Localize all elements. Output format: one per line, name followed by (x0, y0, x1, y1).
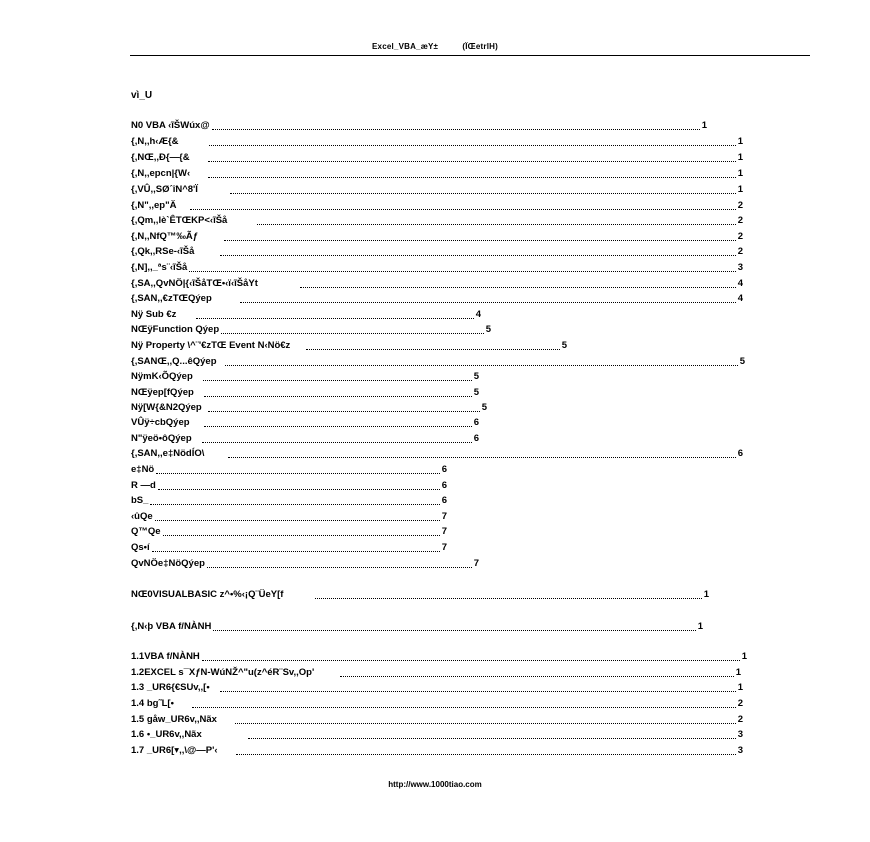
toc-entry-text: NŒÿep[fQýep (131, 387, 194, 398)
toc-entry-text: bS_ (131, 495, 149, 506)
toc-heading: vì_U (131, 90, 153, 101)
toc-leader (306, 348, 559, 350)
toc-entry[interactable] (131, 589, 709, 601)
toc-leader (155, 519, 440, 521)
toc-entry[interactable] (131, 136, 743, 148)
toc-entry-page: 5 (485, 324, 491, 335)
toc-entry-text: Nÿ Sub €z (131, 309, 177, 320)
toc-entry[interactable] (131, 526, 447, 538)
toc-entry-text: {,N,,h‹Æ{& (131, 136, 179, 147)
toc-entry[interactable] (131, 293, 743, 305)
toc-entry-text: {,NŒ,,Ð{—{& (131, 152, 190, 163)
toc-entry-text: 1.6 •_UR6v,,Nãx (131, 729, 202, 740)
toc-entry[interactable] (131, 745, 743, 757)
toc-leader (230, 192, 736, 194)
toc-entry[interactable] (131, 231, 743, 243)
toc-entry-text: 1.5 gåw_UR6v,,Nãx (131, 714, 217, 725)
toc-entry[interactable] (131, 729, 743, 741)
toc-entry-page: 7 (441, 511, 447, 522)
toc-entry-page: 2 (737, 714, 743, 725)
toc-leader (235, 722, 736, 724)
toc-leader (189, 270, 735, 272)
header-title: Excel_VBA_æY± (ÏŒetrlH) (372, 42, 498, 51)
toc-entry-page: 5 (473, 387, 479, 398)
toc-entry[interactable] (131, 495, 447, 507)
toc-entry-page: 7 (473, 558, 479, 569)
toc-entry[interactable] (131, 356, 745, 368)
toc-leader (221, 332, 484, 334)
toc-entry-page: 5 (561, 340, 567, 351)
toc-leader (225, 364, 738, 366)
toc-entry-text: 1.3 _UR6{€SUv,,[• (131, 682, 210, 693)
toc-leader (203, 379, 472, 381)
toc-leader (240, 301, 736, 303)
footer-url[interactable]: http://www.1000tiao.com (388, 780, 482, 789)
toc-leader (156, 472, 439, 474)
toc-leader (220, 690, 736, 692)
toc-entry-text: {,SAN,,e‡NödÍO\ (131, 448, 205, 459)
toc-entry-text: NÿmK‹ÕQýep (131, 371, 193, 382)
toc-entry[interactable] (131, 464, 447, 476)
toc-entry-page: 6 (441, 480, 447, 491)
toc-entry-page: 7 (441, 526, 447, 537)
toc-entry-page: 6 (441, 495, 447, 506)
toc-leader (340, 675, 733, 677)
toc-entry-text: {,VÛ,,SØ´îN^8'Ï (131, 184, 198, 195)
toc-entry-text: {,SAN,,€zTŒQýep (131, 293, 212, 304)
toc-entry-page: 1 (737, 152, 743, 163)
toc-entry-page: 2 (737, 231, 743, 242)
toc-entry[interactable] (131, 542, 447, 554)
toc-entry-page: 1 (737, 168, 743, 179)
toc-leader (196, 317, 473, 319)
toc-entry[interactable] (131, 480, 447, 492)
toc-entry-text: N"ÿeö•ôQýep (131, 433, 192, 444)
toc-entry-page: 1 (737, 184, 743, 195)
toc-entry[interactable] (131, 324, 491, 336)
toc-entry-page: 1 (697, 621, 703, 632)
toc-entry[interactable] (131, 511, 447, 523)
toc-entry-page: 3 (737, 262, 743, 273)
toc-entry-page: 1 (703, 589, 709, 600)
toc-entry[interactable] (131, 651, 747, 663)
toc-entry-text: {,N],,_ªs¨‹ĩŠå (131, 262, 188, 273)
toc-entry[interactable] (131, 246, 743, 258)
toc-leader (213, 629, 695, 631)
toc-entry[interactable] (131, 152, 743, 164)
toc-entry-page: 3 (737, 729, 743, 740)
toc-entry-text: ‹ûQe (131, 511, 153, 522)
toc-entry-text: Qs•í (131, 542, 150, 553)
toc-entry[interactable] (131, 433, 479, 445)
toc-entry-text: e‡Nö (131, 464, 155, 475)
toc-entry-text: QvNÖe‡NöQýep (131, 558, 205, 569)
toc-entry[interactable] (131, 184, 743, 196)
toc-leader (209, 144, 736, 146)
toc-entry-text: {,SANŒ,,Q...êQýep (131, 356, 217, 367)
toc-leader (248, 737, 736, 739)
toc-entry-page: 1 (737, 136, 743, 147)
toc-entry-text: N0 VBA ‹ĩŠWúx@ (131, 120, 210, 131)
toc-entry[interactable] (131, 371, 479, 383)
toc-entry-page: 1 (701, 120, 707, 131)
toc-entry[interactable] (131, 402, 487, 414)
toc-leader (163, 534, 440, 536)
toc-leader (152, 550, 440, 552)
toc-leader (224, 239, 736, 241)
toc-entry[interactable] (131, 262, 743, 274)
toc-entry[interactable] (131, 714, 743, 726)
toc-entry[interactable] (131, 215, 743, 227)
toc-entry-page: 1 (735, 667, 741, 678)
toc-entry[interactable] (131, 168, 743, 180)
toc-entry-page: 6 (737, 448, 743, 459)
toc-entry[interactable] (131, 417, 479, 429)
toc-leader (204, 395, 472, 397)
toc-entry-page: 6 (473, 417, 479, 428)
toc-leader (208, 410, 480, 412)
toc-entry-page: 2 (737, 246, 743, 257)
toc-entry-text: {,N",,ep"Ä (131, 200, 177, 211)
toc-leader (208, 160, 736, 162)
toc-entry-page: 2 (737, 698, 743, 709)
toc-leader (158, 488, 440, 490)
toc-entry[interactable] (131, 120, 707, 132)
toc-entry-page: 2 (737, 200, 743, 211)
toc-leader (300, 286, 736, 288)
header-rule (130, 55, 810, 56)
toc-leader (212, 128, 700, 130)
toc-entry-page: 5 (481, 402, 487, 413)
toc-leader (190, 208, 735, 210)
toc-entry-page: 6 (473, 433, 479, 444)
toc-leader (236, 753, 736, 755)
toc-entry[interactable] (131, 667, 741, 679)
toc-entry-page: 1 (741, 651, 747, 662)
toc-entry-text: {,Qm,,lè`ÊTŒKP<‹ĩŠå (131, 215, 228, 226)
toc-leader (204, 425, 472, 427)
toc-entry-text: 1.7 _UR6[▾,,\@—P'‹ (131, 745, 218, 756)
toc-entry[interactable] (131, 387, 479, 399)
toc-entry-text: Nÿ Property \^¨'€zTŒ Event N‹Nö€z (131, 340, 291, 351)
toc-entry[interactable] (131, 448, 743, 460)
toc-entry[interactable] (131, 340, 567, 352)
toc-entry-page: 4 (737, 293, 743, 304)
toc-entry-page: 7 (441, 542, 447, 553)
toc-entry-text: Nÿ[W{&N2Qýep (131, 402, 202, 413)
toc-entry[interactable] (131, 309, 481, 321)
toc-entry-text: NŒ0VISUALBASIC z^•%‹¡Q¨ÜeY[f (131, 589, 284, 600)
toc-leader (207, 566, 472, 568)
toc-entry-page: 4 (737, 278, 743, 289)
toc-entry[interactable] (131, 698, 743, 710)
toc-entry-text: NŒÿFunction Qýep (131, 324, 220, 335)
toc-entry-page: 3 (737, 745, 743, 756)
toc-entry-text: {,N,,NfQ™‰Ãƒ (131, 231, 199, 242)
toc-entry-text: VÛÿ÷cbQýep (131, 417, 190, 428)
toc-entry[interactable] (131, 278, 743, 290)
toc-entry-text: Q™Qe (131, 526, 161, 537)
toc-entry-text: 1.2EXCEL s¯XƒN-WúNŽ^"u(z^éR¨Sv,,Op' (131, 667, 315, 678)
toc-leader (202, 659, 740, 661)
toc-entry-page: 6 (441, 464, 447, 475)
toc-leader (208, 176, 736, 178)
toc-leader (150, 503, 439, 505)
toc-entry-text: {,Qk,,RSe-‹ĩŠå (131, 246, 195, 257)
toc-entry[interactable] (131, 621, 703, 633)
toc-entry-text: 1.1VBA f/NÀNH (131, 651, 200, 662)
toc-entry[interactable] (131, 558, 479, 570)
toc-entry[interactable] (131, 682, 743, 694)
toc-leader (220, 254, 735, 256)
toc-leader (192, 706, 736, 708)
toc-entry-text: {,N,,epcn|{W‹ (131, 168, 191, 179)
toc-entry-text: 1.4 bg˜L[• (131, 698, 174, 709)
toc-entry-text: {,N‹þ VBA f/NÀNH (131, 621, 212, 632)
toc-leader (202, 441, 472, 443)
toc-entry-page: 5 (473, 371, 479, 382)
toc-leader (315, 597, 701, 599)
toc-entry-page: 2 (737, 215, 743, 226)
toc-entry-page: 4 (475, 309, 481, 320)
toc-entry-text: {,SA,,QvNÖ|{‹ĩŠåTŒ•‹ï‹ĩŠåYt (131, 278, 258, 289)
toc-entry[interactable] (131, 200, 743, 212)
toc-entry-page: 1 (737, 682, 743, 693)
toc-entry-text: R —d (131, 480, 156, 491)
toc-entry-page: 5 (739, 356, 745, 367)
toc-leader (228, 456, 735, 458)
toc-leader (257, 223, 735, 225)
